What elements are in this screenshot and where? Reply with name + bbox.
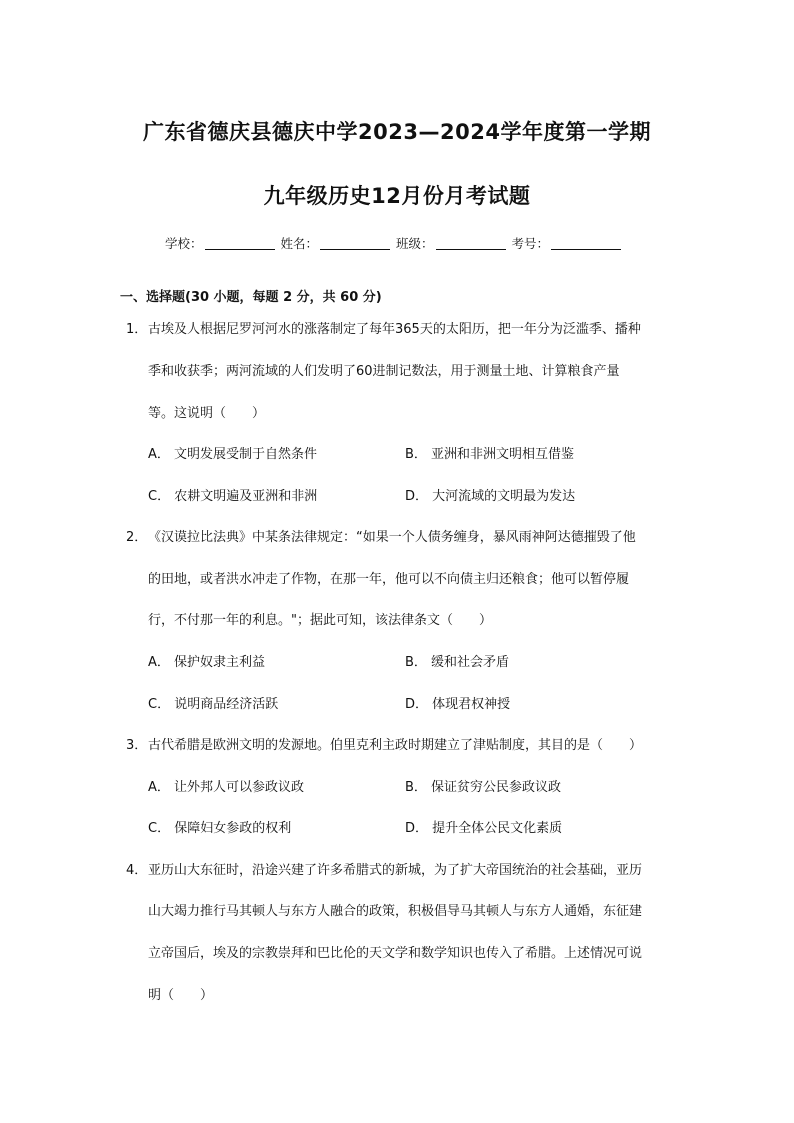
question-4-line-2: 山大竭力推行马其顿人与东方人融合的政策，积极倡导马其顿人与东方人通婚，东征建 bbox=[148, 904, 643, 919]
question-2-option-d[interactable]: D． 体现君权神授 bbox=[405, 697, 511, 712]
school-blank[interactable] bbox=[205, 249, 275, 250]
question-2-line-2: 的田地，或者洪水冲走了作物，在那一年，他可以不向债主归还粮食；他可以暂停履 bbox=[148, 572, 630, 587]
question-4-line-1 bbox=[126, 859, 642, 878]
question-1-option-d[interactable]: D． 大河流域的文明最为发达 bbox=[405, 489, 576, 504]
question-2-line-3: 行，不付那一年的利息。"；据此可知，该法律条文（ ） bbox=[148, 613, 492, 628]
question-1-line-1 bbox=[126, 318, 641, 337]
question-4-line-3: 立帝国后，埃及的宗教崇拜和巴比伦的天文学和数学知识也传入了希腊。上述情况可说 bbox=[148, 946, 643, 961]
exam-no-label: 考号： bbox=[511, 236, 550, 251]
name-blank[interactable] bbox=[320, 249, 390, 250]
question-1-option-a[interactable]: A． 文明发展受制于自然条件 bbox=[148, 447, 318, 462]
name-label: 姓名： bbox=[280, 236, 319, 251]
question-2-option-b[interactable]: B． 缓和社会矛盾 bbox=[405, 655, 510, 670]
question-4-line-4: 明（ ） bbox=[148, 988, 214, 1003]
question-3-text: 古代希腊是欧洲文明的发源地。伯里克利主政时期建立了津贴制度，其目的是（ ） bbox=[148, 738, 643, 753]
question-2-option-c[interactable]: C． 说明商品经济活跃 bbox=[148, 697, 279, 712]
question-3-number: 3． bbox=[126, 738, 148, 753]
question-2-text: 《汉谟拉比法典》中某条法律规定：“如果一个人债务缠身，暴风雨神阿达德摧毁了他 bbox=[148, 530, 636, 545]
question-3-option-d[interactable]: D． 提升全体公民文化素质 bbox=[405, 821, 563, 836]
question-1-line-3: 等。这说明（ ） bbox=[148, 406, 266, 421]
exam-title-line1: 广东省德庆县德庆中学2023—2024学年度第一学期 bbox=[143, 120, 651, 144]
section-heading: 一、选择题(30 小题，每题 2 分，共 60 分) bbox=[120, 290, 382, 305]
question-2-line-1 bbox=[126, 526, 636, 545]
question-1-number: 1． bbox=[126, 322, 148, 337]
question-2-number: 2． bbox=[126, 530, 148, 545]
class-label: 班级： bbox=[396, 236, 434, 251]
question-2-option-a[interactable]: A． 保护奴隶主利益 bbox=[148, 655, 266, 670]
question-1-text: 古埃及人根据尼罗河河水的涨落制定了每年365天的太阳历，把一年分为泛滥季、播种 bbox=[148, 322, 641, 337]
exam-title-line2: 九年级历史12月份月考试题 bbox=[263, 184, 531, 208]
question-3-line-1 bbox=[126, 734, 642, 753]
question-3-option-a[interactable]: A． 让外邦人可以参政议政 bbox=[148, 780, 305, 795]
student-info-row bbox=[165, 234, 623, 252]
question-1-option-b[interactable]: B． 亚洲和非洲文明相互借鉴 bbox=[405, 447, 575, 462]
question-3-option-c[interactable]: C． 保障妇女参政的权利 bbox=[148, 821, 292, 836]
question-4-text: 亚历山大东征时，沿途兴建了许多希腊式的新城，为了扩大帝国统治的社会基础，亚历 bbox=[148, 863, 643, 878]
question-1-line-2: 季和收获季；两河流域的人们发明了60进制记数法，用于测量土地、计算粮食产量 bbox=[148, 364, 620, 379]
school-label: 学校： bbox=[165, 236, 203, 251]
question-3-option-b[interactable]: B． 保证贫穷公民参政议政 bbox=[405, 780, 562, 795]
exam-no-blank[interactable] bbox=[551, 249, 621, 250]
question-1-option-c[interactable]: C． 农耕文明遍及亚洲和非洲 bbox=[148, 489, 318, 504]
class-blank[interactable] bbox=[436, 249, 506, 250]
question-4-number: 4． bbox=[126, 863, 148, 878]
